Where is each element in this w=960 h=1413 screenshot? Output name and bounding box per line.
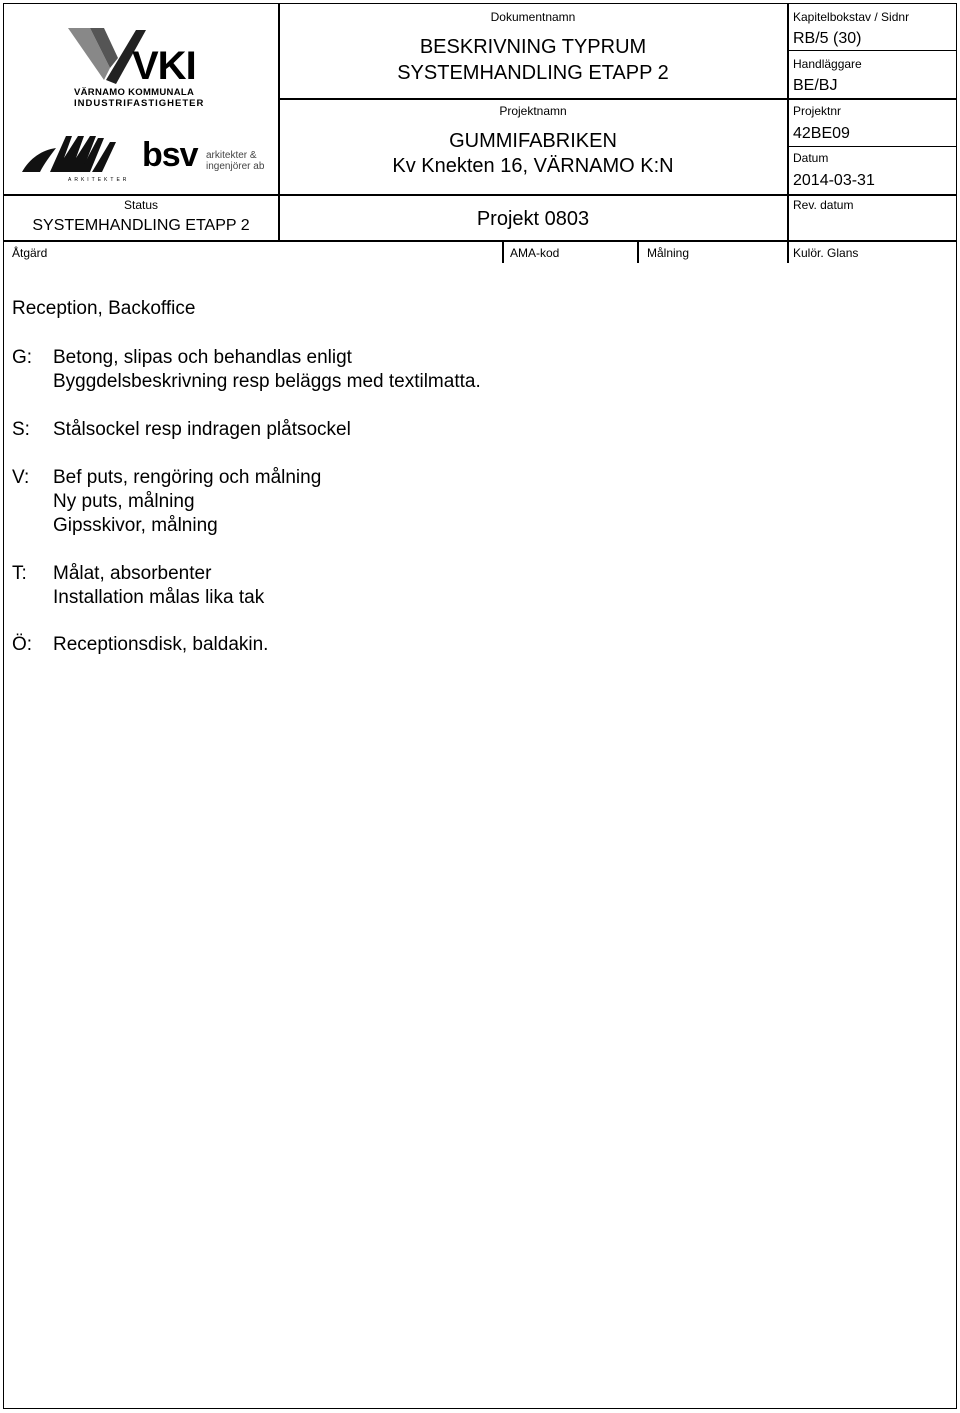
vki-logo (66, 24, 206, 110)
projektnamn-label: Projektnamn (499, 104, 567, 118)
row-code: V: (12, 467, 30, 488)
header-divider-h-mid (278, 98, 788, 100)
vki-logo-mark: VKI (132, 44, 196, 88)
row-line: Receptionsdisk, baldakin. (53, 634, 269, 655)
kapitel-label: Kapitelbokstav / Sidnr (793, 10, 910, 24)
column-atgard: Åtgärd (12, 246, 48, 260)
projektnr-value: 42BE09 (793, 125, 850, 142)
header-divider-v2 (787, 3, 789, 241)
row-code: Ö: (12, 634, 33, 655)
row-line: Gipsskivor, målning (53, 515, 218, 536)
content-row-t (12, 562, 912, 612)
status-value: SYSTEMHANDLING ETAPP 2 (32, 217, 250, 234)
bsv-logo-mark: bsv (142, 136, 198, 174)
vki-logo-line1: VÄRNAMO KOMMUNALA (74, 87, 195, 98)
status-label: Status (123, 198, 159, 212)
revdatum-label: Rev. datum (793, 198, 854, 212)
row-line: Målat, absorbenter (53, 563, 212, 584)
row-code: T: (12, 563, 27, 584)
column-divider-ama (502, 241, 504, 263)
content-row-v (12, 466, 912, 540)
projektnr-label: Projektnr (793, 104, 842, 118)
vki-logo-line2: INDUSTRIFASTIGHETER (74, 98, 205, 109)
bsv-logo (20, 128, 265, 188)
dokumentnamn-line1: BESKRIVNING TYPRUM (419, 36, 647, 58)
row-line: Byggdelsbeskrivning resp beläggs med textilmatta. (53, 371, 481, 392)
row-code: S: (12, 419, 30, 440)
column-kulor: Kulör. Glans (793, 246, 859, 260)
dokumentnamn-label: Dokumentnamn (490, 10, 576, 24)
datum-label: Datum (793, 151, 829, 165)
content-row-g (12, 346, 912, 396)
bsv-logo-line2: ingenjörer ab (206, 161, 265, 172)
row-line: Installation målas lika tak (53, 587, 265, 608)
projektnamn-line1: GUMMIFABRIKEN (449, 130, 617, 152)
column-divider-malning (637, 241, 639, 263)
column-malning: Målning (647, 246, 690, 260)
column-amakod: AMA-kod (510, 246, 560, 260)
right-divider-1 (787, 50, 957, 51)
handlaggare-value: BE/BJ (793, 77, 838, 94)
row-line: Ny puts, målning (53, 491, 195, 512)
content-row-s (12, 418, 912, 444)
row-line: Stålsockel resp indragen plåtsockel (53, 419, 351, 440)
row-line: Betong, slipas och behandlas enligt (53, 347, 352, 368)
content-row-o (12, 633, 912, 659)
dokumentnamn-line2: SYSTEMHANDLING ETAPP 2 (397, 62, 669, 84)
section-title: Reception, Backoffice (12, 298, 196, 319)
right-divider-3 (787, 146, 957, 147)
right-divider-2 (787, 98, 957, 100)
projekt-number: Projekt 0803 (476, 208, 590, 230)
architect-logo-icon (20, 128, 140, 184)
header-divider-h-status (3, 194, 957, 196)
datum-value: 2014-03-31 (793, 172, 875, 189)
kapitel-value: RB/5 (30) (793, 30, 862, 47)
bsv-logo-sub: ARKITEKTER (68, 177, 130, 183)
projektnamn-line2: Kv Knekten 16, VÄRNAMO K:N (392, 155, 674, 177)
header-divider-h-bottom (3, 240, 957, 242)
handlaggare-label: Handläggare (793, 57, 862, 71)
row-code: G: (12, 347, 33, 368)
column-divider-kulor (787, 241, 789, 263)
row-line: Bef puts, rengöring och målning (53, 467, 322, 488)
bsv-logo-line1: arkitekter & (206, 150, 257, 161)
